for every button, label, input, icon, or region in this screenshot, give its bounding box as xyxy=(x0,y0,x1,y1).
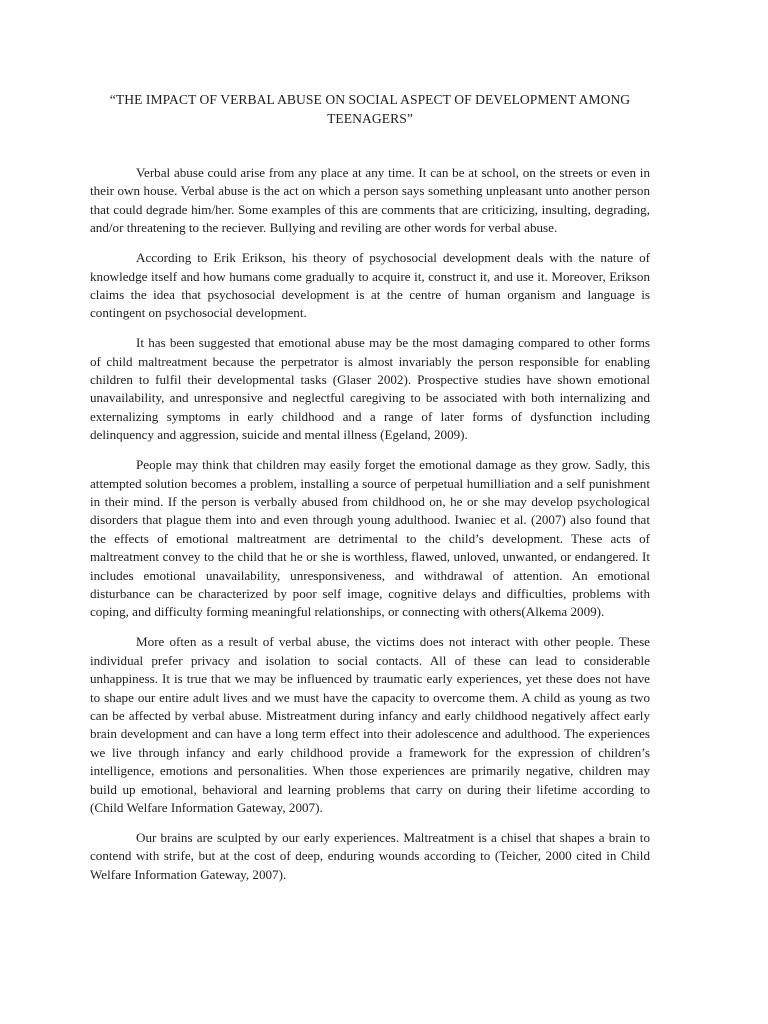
paragraph-erikson-theory: According to Erik Erikson, his theory of psychosocial development deals with the nature of knowledge itself and how humans come gradually to acquire it, construct it, and use it. Moreover, Erikson claims the idea that psychosocial development is at the centre of human organism and language is contingent on psychosocial development. xyxy=(90,250,650,321)
document-page xyxy=(90,90,650,896)
paragraph-social-isolation: More often as a result of verbal abuse, the victims does not interact with other people. These individual prefer privacy and isolation to social contacts. All of these can lead to considerable unhappiness. It is true that we may be influenced by traumatic early experiences, yet these does not have to shape our entire adult lives and we must have the capacity to overcome them. A child as young as two can be affected by verbal abuse. Mistreatment during infancy and early childhood negatively affect early brain development and can have a long term effect into their adolescence and adulthood. The experiences we live through infancy and early childhood provide a framework for the expression of children’s intelligence, emotions and personalities. When those experiences are primarily negative, children may build up emotional, behavioral and learning problems that carry on during their lifetime according to (Child Welfare Information Gateway, 2007). xyxy=(90,634,650,815)
document-title: “THE IMPACT OF VERBAL ABUSE ON SOCIAL ASPECT OF DEVELOPMENT AMONG TEENAGERS” xyxy=(109,92,631,126)
paragraph-verbal-abuse-definition: Verbal abuse could arise from any place at any time. It can be at school, on the streets or even in their own house. Verbal abuse is the act on which a person says something unpleasant unto another person that could degrade him/her. Some examples of this are comments that are criticizing, insulting, degrading, and/or threatening to the reciever. Bullying and reviling are other words for verbal abuse. xyxy=(90,165,650,236)
paragraph-emotional-damage-effects: People may think that children may easily forget the emotional damage as they grow. Sadly, this attempted solution becomes a problem, installing a source of perpetual humilliation and a self punishment in their mind. If the person is verbally abused from childhood on, he or she may develop psychological disorders that plague them into and even through young adulthood. Iwaniec et al. (2007) also found that the effects of emotional maltreatment are detrimental to the child’s development. These acts of maltreatment convey to the child that he or she is worthless, flawed, unloved, unwanted, or endangered. It includes emotional unavailability, unresponsiveness, and withdrawal of attention. An emotional disturbance can be characterized by poor self image, cognitive delays and difficulties, problems with coping, and difficulty forming meaningful relationships, or connecting with others(Alkema 2009). xyxy=(90,457,650,620)
paragraph-brain-sculpting: Our brains are sculpted by our early experiences. Maltreatment is a chisel that shapes a brain to contend with strife, but at the cost of deep, enduring wounds according to (Teicher, 2000 cited in Child Welfare Information Gateway, 2007). xyxy=(90,829,650,882)
paragraph-emotional-abuse-damage: It has been suggested that emotional abuse may be the most damaging compared to other forms of child maltreatment because the perpetrator is almost invariably the person responsible for enabling children to fulfil their developmental tasks (Glaser 2002). Prospective studies have shown emotional unavailability, and unresponsive and neglectful caregiving to be associated with both internalizing and externalizing symptoms in early childhood and a range of later forms of dysfunction including delinquency and aggression, suicide and mental illness (Egeland, 2009). xyxy=(90,335,650,443)
